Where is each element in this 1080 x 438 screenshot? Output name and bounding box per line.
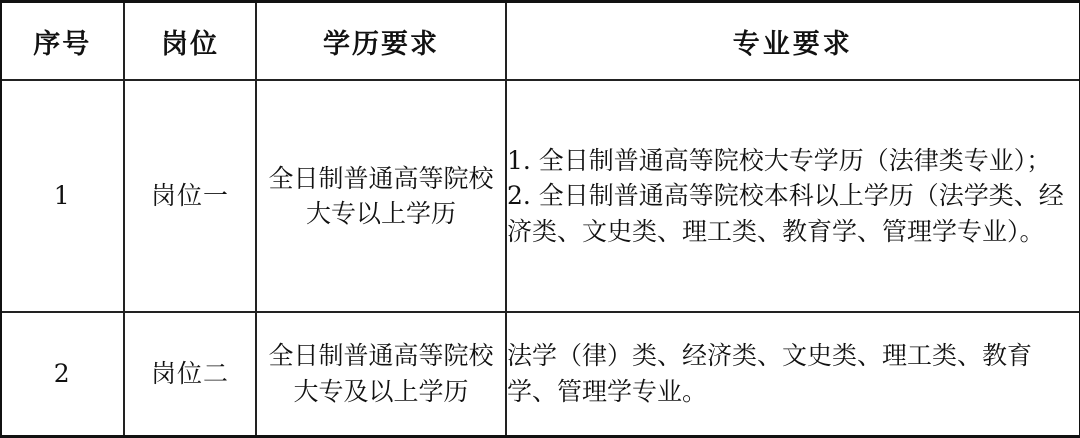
major-line: 法学（律）类、经济类、文史类、理工类、教育学、管理学专业。	[507, 341, 1033, 406]
table-row	[0, 312, 1080, 436]
cell-major-requirement	[506, 80, 1080, 312]
cell-post-name: 岗位一	[124, 80, 256, 312]
cell-major-requirement	[506, 312, 1080, 436]
major-line: 1. 全日制普通高等院校大专学历（法律类专业）；	[507, 145, 1052, 175]
table-body	[0, 80, 1080, 436]
cell-row-number: 2	[0, 312, 124, 436]
column-header-post: 岗位	[124, 2, 256, 81]
major-line: 2. 全日制普通高等院校本科以上学历（法学类、经济类、文史类、理工类、教育学、管理学专业）。	[507, 181, 1064, 246]
table-row	[0, 80, 1080, 312]
cell-education-requirement: 全日制普通高等院校大专以上学历	[256, 80, 506, 312]
cell-row-number: 1	[0, 80, 124, 312]
column-header-education: 学历要求	[256, 2, 506, 81]
cell-education-requirement: 全日制普通高等院校大专及以上学历	[256, 312, 506, 436]
table-header	[0, 2, 1080, 81]
cell-post-name: 岗位二	[124, 312, 256, 436]
column-header-no: 序号	[0, 2, 124, 81]
table-header-row	[0, 2, 1080, 81]
column-header-major: 专业要求	[506, 2, 1080, 81]
